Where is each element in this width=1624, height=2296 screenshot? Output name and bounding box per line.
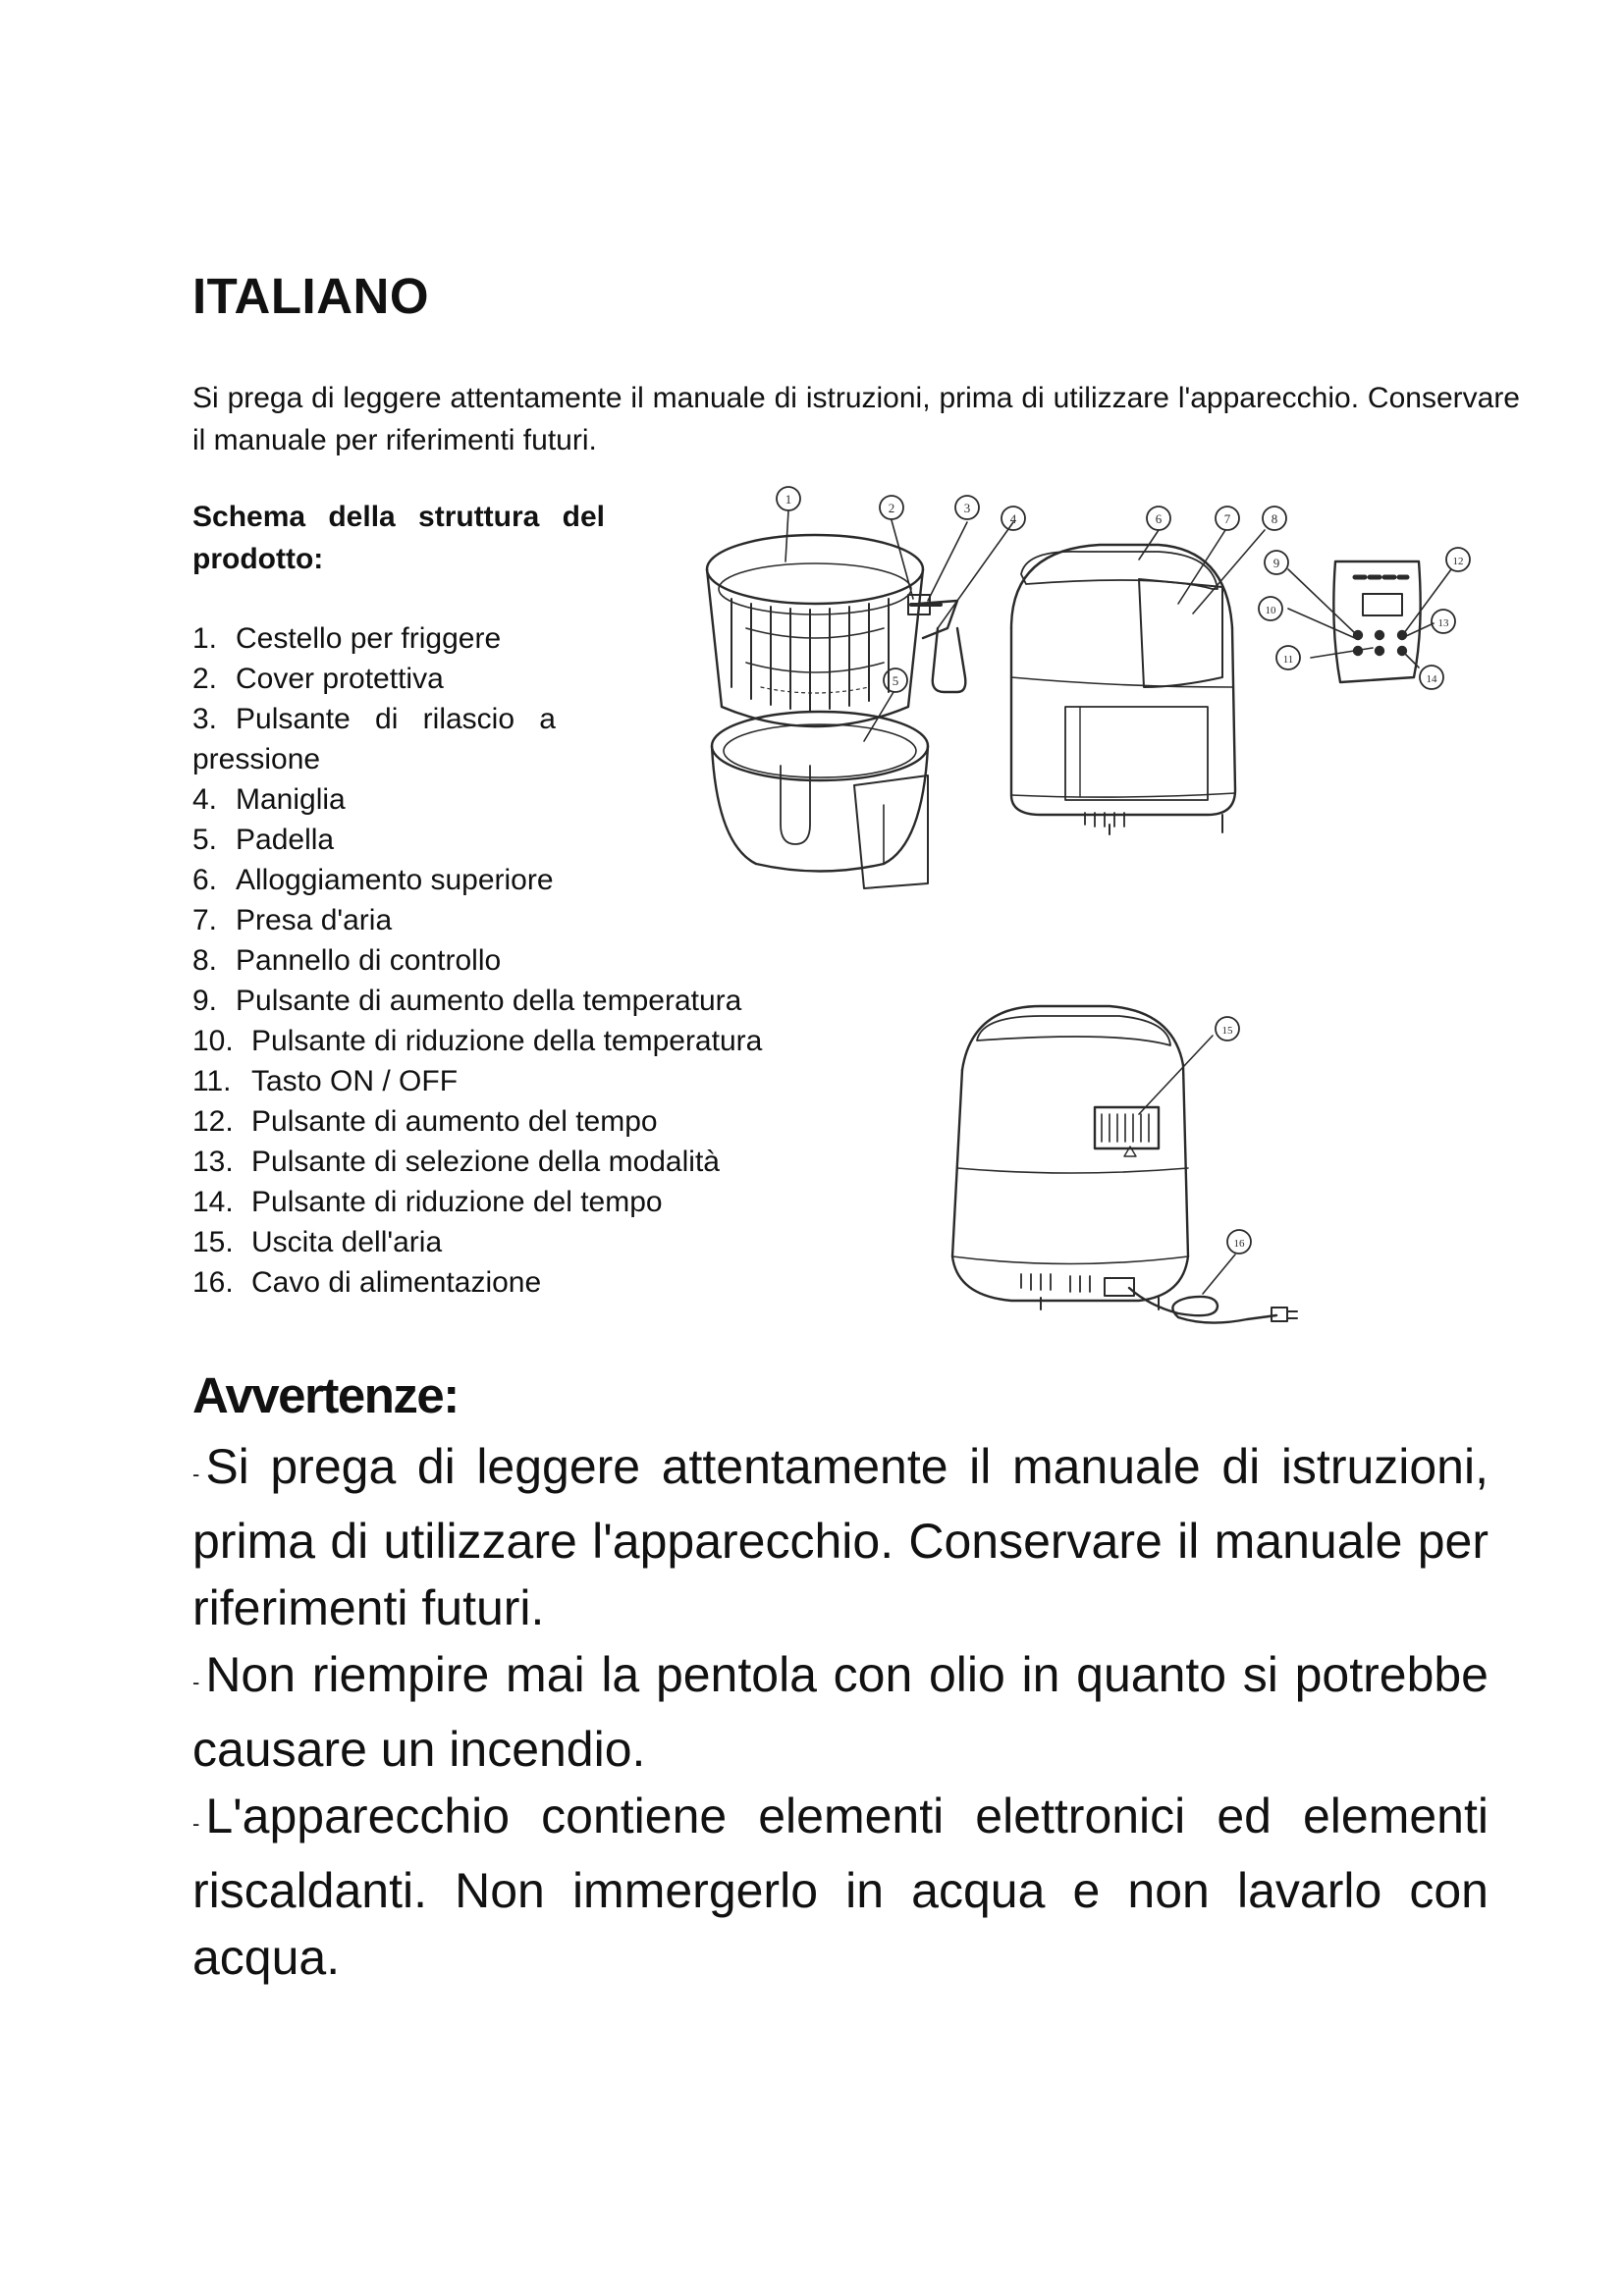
warning-text: Si prega di leggere attentamente il manuale di istruzioni, prima di utilizzare l'apparecchio. Conservare il manuale per riferimenti futuri. [192, 1439, 1489, 1635]
warning-item [192, 1433, 1489, 1641]
callout-label: 6 [1155, 511, 1163, 526]
warning-text: L'apparecchio contiene elementi elettronici ed elementi riscaldanti. Non immergerlo in acqua e non lavarlo con acqua. [192, 1789, 1489, 1985]
list-item [192, 981, 821, 1021]
part-number: 7. [192, 904, 218, 936]
list-item [192, 900, 821, 940]
callout-label: 10 [1265, 605, 1276, 616]
part-label: Pulsante di rilascio a pressione [192, 703, 556, 775]
air-fryer-front-illustration [1011, 545, 1235, 834]
part-label: Pulsante di riduzione della temperatura [251, 1025, 763, 1057]
callout-label: 11 [1282, 654, 1294, 666]
callout-label: 5 [892, 673, 899, 688]
callout-label: 13 [1437, 617, 1449, 629]
part-label: Presa d'aria [236, 904, 393, 936]
callout-label: 7 [1223, 511, 1231, 526]
callout-markers [777, 487, 1470, 1254]
part-label: Uscita dell'aria [251, 1226, 443, 1258]
part-label: Maniglia [236, 783, 346, 816]
callout-label: 12 [1452, 556, 1464, 567]
list-item [192, 1222, 821, 1262]
part-label: Alloggiamento superiore [236, 864, 554, 896]
warning-item [192, 1641, 1489, 1783]
part-number: 9. [192, 985, 218, 1017]
list-item [192, 1021, 821, 1061]
callout-label: 4 [1009, 511, 1017, 526]
parts-list [192, 618, 821, 1303]
part-label: Cover protettiva [236, 663, 444, 695]
list-item [192, 699, 556, 779]
list-item [192, 618, 821, 659]
warning-item [192, 1783, 1489, 1991]
part-number: 3. [192, 703, 218, 735]
part-label: Cavo di alimentazione [251, 1266, 542, 1299]
warning-text: Non riempire mai la pentola con olio in quanto si potrebbe causare un incendio. [192, 1647, 1489, 1777]
list-item [192, 1182, 821, 1222]
part-label: Tasto ON / OFF [251, 1065, 459, 1097]
page-heading: ITALIANO [192, 268, 430, 324]
list-item [192, 940, 821, 981]
callout-label: 1 [785, 492, 792, 507]
list-item [192, 1101, 821, 1142]
part-number: 1. [192, 622, 218, 655]
bullet-dash: - [192, 1462, 200, 1486]
callout-numbers [785, 492, 1464, 1250]
callout-label: 14 [1426, 673, 1437, 685]
part-number: 5. [192, 824, 218, 856]
part-label: Pulsante di aumento della temperatura [236, 985, 742, 1017]
part-number: 6. [192, 864, 218, 896]
intro-paragraph: Si prega di leggere attentamente il manuale di istruzioni, prima di utilizzare l'apparecchio. Conservare il manuale per riferimenti futuri. [192, 382, 1520, 456]
part-number: 4. [192, 783, 218, 816]
control-panel-illustration [1333, 561, 1420, 682]
part-number: 10. [192, 1025, 234, 1057]
part-label: Pannello di controllo [236, 944, 502, 977]
part-label: Padella [236, 824, 335, 856]
list-item [192, 860, 821, 900]
warnings-list [192, 1433, 1489, 1991]
part-number: 2. [192, 663, 218, 695]
callout-label: 16 [1233, 1238, 1245, 1250]
callout-label: 2 [888, 501, 895, 515]
part-number: 16. [192, 1266, 234, 1299]
part-number: 8. [192, 944, 218, 977]
part-label: Pulsante di selezione della modalità [251, 1146, 720, 1178]
schema-title: Schema della struttura del prodotto: [192, 501, 605, 575]
part-number: 15. [192, 1226, 234, 1258]
callout-label: 3 [963, 501, 971, 515]
bullet-dash: - [192, 1811, 200, 1836]
bullet-dash: - [192, 1670, 200, 1694]
callout-label: 15 [1221, 1025, 1233, 1037]
list-item [192, 659, 821, 699]
callout-leaders [785, 510, 1451, 1294]
list-item [192, 1142, 821, 1182]
warnings-title: Avvertenze: [192, 1367, 459, 1423]
list-item [192, 779, 821, 820]
part-number: 11. [192, 1065, 232, 1097]
part-number: 14. [192, 1186, 234, 1218]
list-item [192, 1061, 821, 1101]
part-number: 12. [192, 1105, 234, 1138]
callout-label: 9 [1272, 556, 1280, 570]
part-label: Cestello per friggere [236, 622, 502, 655]
part-label: Pulsante di riduzione del tempo [251, 1186, 663, 1218]
part-number: 13. [192, 1146, 234, 1178]
list-item [192, 820, 821, 860]
air-fryer-back-illustration [952, 1006, 1297, 1323]
callout-label: 8 [1271, 511, 1278, 526]
part-label: Pulsante di aumento del tempo [251, 1105, 658, 1138]
list-item [192, 1262, 821, 1303]
